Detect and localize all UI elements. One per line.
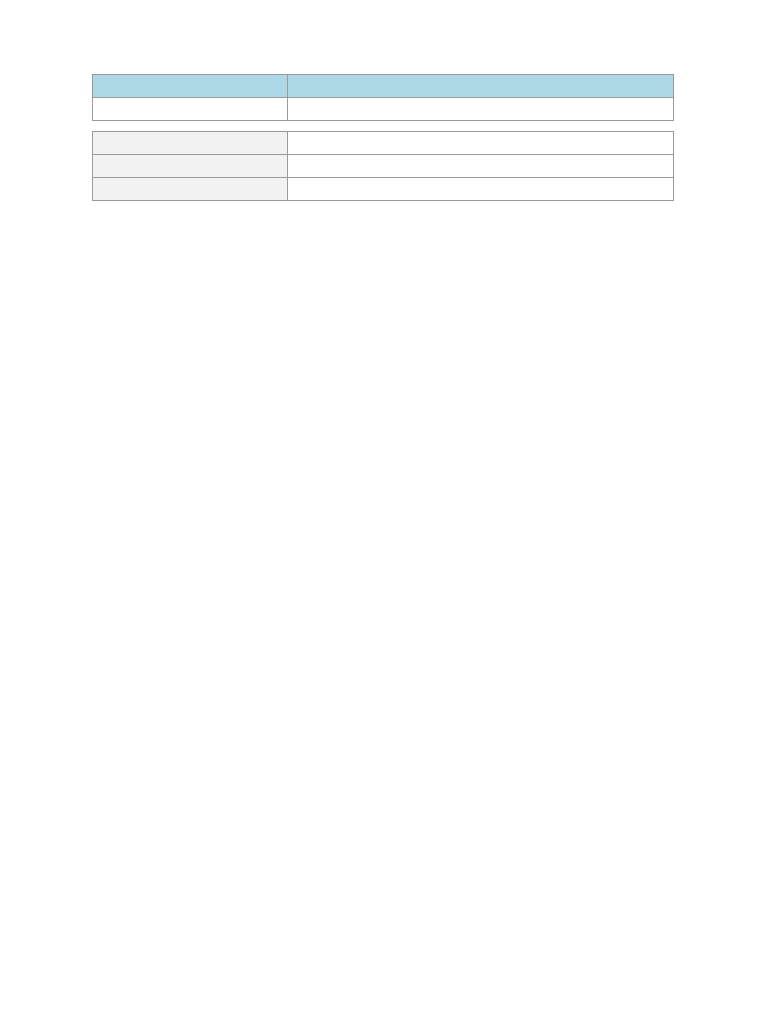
table-cell [93, 178, 288, 201]
economy-table [92, 131, 674, 201]
table-row [93, 178, 674, 201]
table-header-row [93, 75, 674, 98]
table-row [93, 155, 674, 178]
table-cell [93, 155, 288, 178]
table-header-cell [288, 75, 674, 98]
section-trade [72, 74, 696, 121]
table-cell [288, 132, 674, 155]
table-header-cell [93, 75, 288, 98]
trade-table [92, 74, 674, 121]
table-cell [288, 178, 674, 201]
table-row [93, 98, 674, 121]
table-cell [93, 98, 288, 121]
table-cell [93, 132, 288, 155]
section-economy [72, 131, 696, 201]
table-row [93, 132, 674, 155]
table-cell [288, 155, 674, 178]
table-cell [288, 98, 674, 121]
